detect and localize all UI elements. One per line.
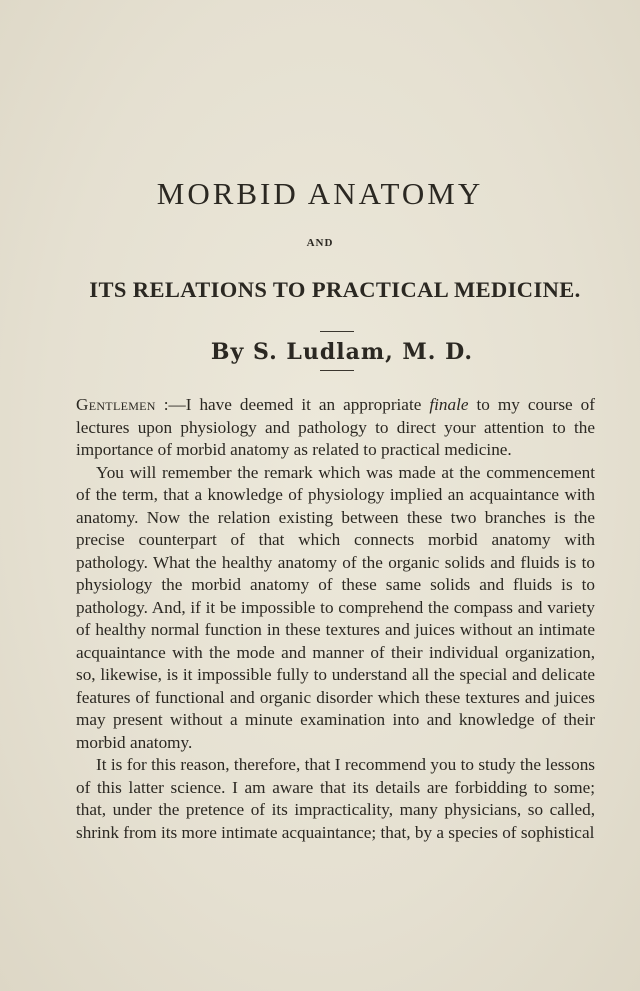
byline-rule-top [320, 331, 354, 332]
paragraph-3: It is for this reason, therefore, that I recommend you to study the lessons of this latter science. I am aware that its details are forbidding to some; that, under the pretence of its impracticality, many physicians, so called, shrink from its more intimate acquaintance; that, by a species of sophistical [76, 755, 595, 842]
paragraph-1 [76, 394, 595, 462]
lecture-body [76, 394, 595, 844]
emphasis-finale: finale [429, 395, 469, 414]
byline-rule-bottom [320, 370, 354, 371]
author-byline: By S. Ludlam, M. D. [210, 339, 474, 365]
paragraph-1-rest: to my course of lectures upon physiology and pathology to direct your attention to the importance of morbid anatomy as related to practical medicine. [76, 395, 595, 459]
page-subtitle: ITS RELATIONS TO PRACTICAL MEDICINE. [89, 277, 581, 302]
salutation: Gentlemen [76, 395, 156, 414]
page-title: MORBID ANATOMY [156, 176, 484, 211]
paragraph-1-lead: :—I have deemed it an appropriate [155, 395, 430, 414]
title-conjunction: AND [306, 237, 334, 249]
paragraph-2: You will remember the remark which was made at the commencement of the term, that a knowledge of physiology implied an acquaintance with anatomy. Now the relation existing between these two branches is the precise counterpart of that which connects morbid anatomy with pathology. What the healthy anatomy of the organic solids and fluids is to physiology the morbid anatomy of these same solids and fluids is to pathology. And, if it be impossible to comprehend the compass and variety of healthy normal function in these textures and juices without an intimate acquaintance with the mode and manner of their individual organization, so, likewise, is it impossible fully to understand all the special and delicate features of functional and organic disorder which these textures and juices may present without a minute examination into and knowledge of their morbid anatomy. [76, 462, 595, 752]
